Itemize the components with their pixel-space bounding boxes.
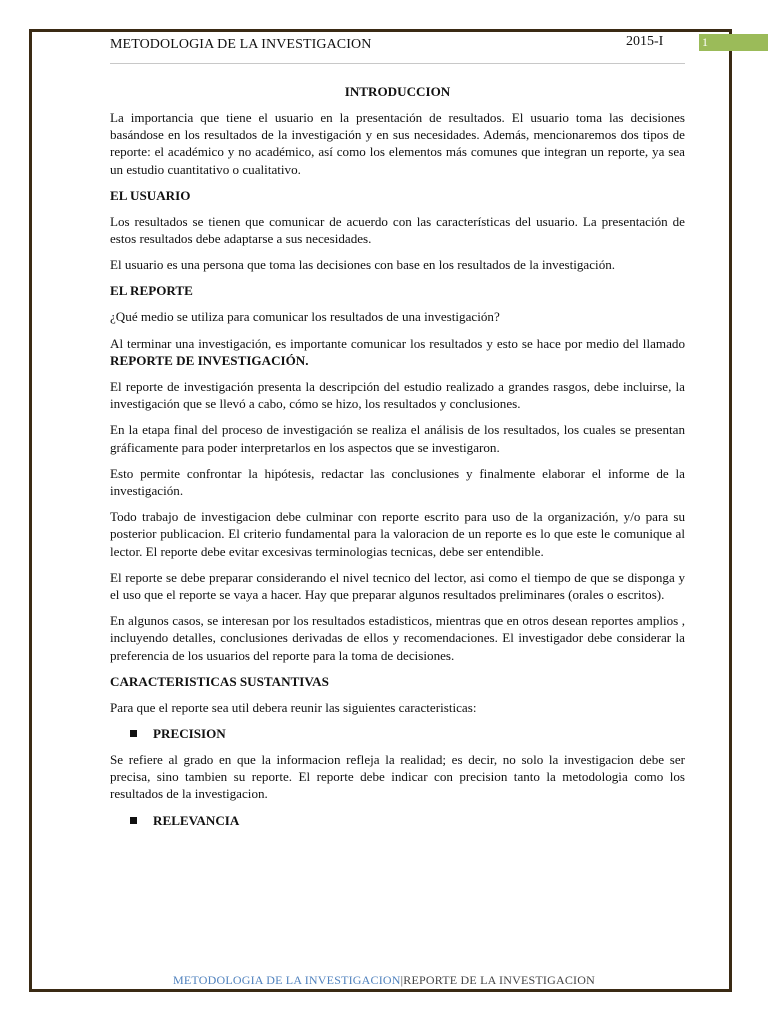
document-body <box>110 83 685 838</box>
paragraph-reporte-1 <box>110 335 685 369</box>
paragraph-reporte-3: En la etapa final del proceso de investigación se realiza el análisis de los resultados, los cuales se presentan gráficamente para poder interpretarlos en los aspectos que se investigaron. <box>110 422 685 455</box>
paragraph-usuario-2: El usuario es una persona que toma las decisiones con base en los resultados de la investigación. <box>110 257 616 273</box>
page-footer <box>0 973 768 988</box>
header-title: METODOLOGIA DE LA INVESTIGACION <box>110 37 372 52</box>
square-bullet-icon <box>130 730 137 737</box>
page-number-tab <box>699 34 768 51</box>
header-divider <box>110 63 685 64</box>
footer-right: REPORTE DE LA INVESTIGACION <box>403 973 595 987</box>
intro-heading: INTRODUCCION <box>344 84 451 99</box>
paragraph-usuario-1: Los resultados se tienen que comunicar de acuerdo con las características del usuario. La presentación de estos resultados debe adaptarse a sus necesidades. <box>110 213 685 247</box>
paragraph-intro: La importancia que tiene el usuario en la presentación de resultados. El usuario toma las decisiones basándose en los resultados de la investigación y en sus necesidades. Además, mencionaremos dos tipos de reporte: el académico y no académico, así como los elementos más comunes que integran un reporte, ya sea un estudio cuantitativo o cualitativo. <box>110 110 685 177</box>
bullet-relevancia-label: RELEVANCIA <box>153 812 240 828</box>
paragraph-reporte-6: El reporte se debe preparar considerando el nivel tecnico del lector, asi como el tiempo de que se disponga y el uso que el reporte se vaya a hacer. Hay que preparar algunos resultados preliminares (orales o escritos). <box>110 569 685 603</box>
paragraph-reporte-4: Esto permite confrontar la hipótesis, redactar las conclusiones y finalmente elaborar el informe de la investigación. <box>110 465 685 499</box>
bullet-precision-label: PRECISION <box>153 726 226 742</box>
footer-separator: | <box>400 973 404 987</box>
footer-left: METODOLOGIA DE LA INVESTIGACION <box>173 973 401 987</box>
bullet-relevancia <box>110 812 685 829</box>
reporte-heading: EL REPORTE <box>110 283 193 299</box>
paragraph-precision: Se refiere al grado en que la informacion refleja la realidad; es decir, no solo la investigacion debe ser precisa, sino tambien su reporte. El reporte debe indicar con precision tanto la metodologia como los resultados de la investigacion. <box>110 752 685 802</box>
caracteristicas-heading: CARACTERISTICAS SUSTANTIVAS <box>110 673 329 689</box>
paragraph-reporte-1-text: Al terminar una investigación, es importante comunicar los resultados y esto se hace por medio del llamado <box>110 335 685 351</box>
paragraph-reporte-2: El reporte de investigación presenta la descripción del estudio realizado a grandes rasgos, debe incluirse, la investigación que se llevó a cabo, cómo se hizo, los resultados y conclusiones. <box>110 379 685 412</box>
bullet-precision <box>110 725 685 742</box>
paragraph-reporte-1-bold: REPORTE DE INVESTIGACIÓN. <box>110 352 309 368</box>
paragraph-reporte-5: Todo trabajo de investigacion debe culminar con reporte escrito para uso de la organización, y/o para su posterior publicacion. El criterio fundamental para la valoracion de un reporte es lo que este le comunique al lector. El reporte debe evitar excesivas terminologias tecnicas, debe ser entendible. <box>110 509 685 559</box>
paragraph-reporte-7: En algunos casos, se interesan por los resultados estadisticos, mientras que en otros desean reportes amplios , incluyendo detalles, conclusiones derivadas de ellos y recomendaciones. El investigador debe considerar la preferencia de los usuarios del reporte para la toma de decisiones. <box>110 613 685 663</box>
square-bullet-icon <box>130 817 137 824</box>
header-year: 2015-I <box>626 34 664 49</box>
page-number: 1 <box>702 35 708 49</box>
usuario-heading: EL USUARIO <box>110 187 191 203</box>
paragraph-question: ¿Qué medio se utiliza para comunicar los resultados de una investigación? <box>110 309 500 325</box>
paragraph-caracteristicas: Para que el reporte sea util debera reunir las siguientes caracteristicas: <box>110 699 477 715</box>
